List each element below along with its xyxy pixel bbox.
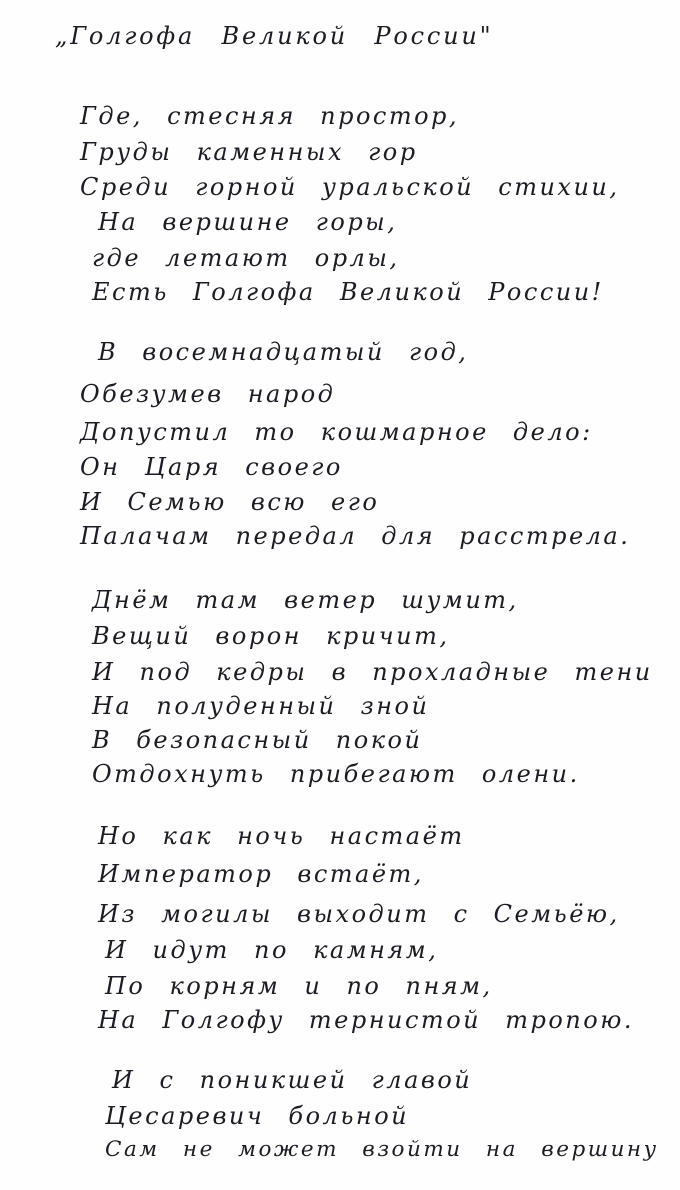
poem-line: Среди горной уральской стихии, [80, 173, 620, 201]
poem-line: На полуденный зной [92, 692, 430, 720]
poem-line: По корням и по пням, [105, 972, 493, 1000]
poem-line: Груды каменных гор [80, 138, 418, 166]
poem-line: где летают орлы, [92, 244, 400, 272]
poem-line: Днём там ветер шумит, [92, 586, 519, 614]
poem-line: На Голгофу тернистой тропою. [98, 1006, 634, 1034]
poem-line: Сам не может взойти на вершину [105, 1137, 659, 1162]
poem-line: И Семью всю его [80, 488, 380, 516]
poem-line: На вершине горы, [98, 208, 398, 236]
poem-line: И идут по камням, [105, 936, 439, 964]
poem-line: В безопасный покой [92, 726, 423, 754]
poem-line: Но как ночь настаёт [98, 822, 465, 850]
poem-line: Цесаревич больной [105, 1102, 410, 1130]
poem-title: „Голгофа Великой России" [55, 22, 494, 50]
poem-line: Вещий ворон кричит, [92, 622, 450, 650]
poem-line: Отдохнуть прибегают олени. [92, 760, 580, 788]
poem-line: И под кедры в прохладные тени [92, 658, 653, 686]
poem-line: Палачам передал для расстрела. [80, 522, 631, 550]
poem-line: Он Царя своего [80, 453, 343, 481]
poem-line: И с поникшей главой [112, 1066, 473, 1094]
poem-line: В восемнадцатый год, [98, 338, 469, 366]
poem-line: Из могилы выходит с Семьёю, [98, 900, 620, 928]
poem-line: Где, стесняя простор, [80, 102, 460, 130]
poem-line: Обезумев народ [80, 380, 336, 408]
poem-line: Есть Голгофа Великой России! [92, 278, 604, 306]
poem-line: Допустил то кошмарное дело: [80, 418, 593, 446]
poem-line: Император встаёт, [98, 860, 424, 888]
